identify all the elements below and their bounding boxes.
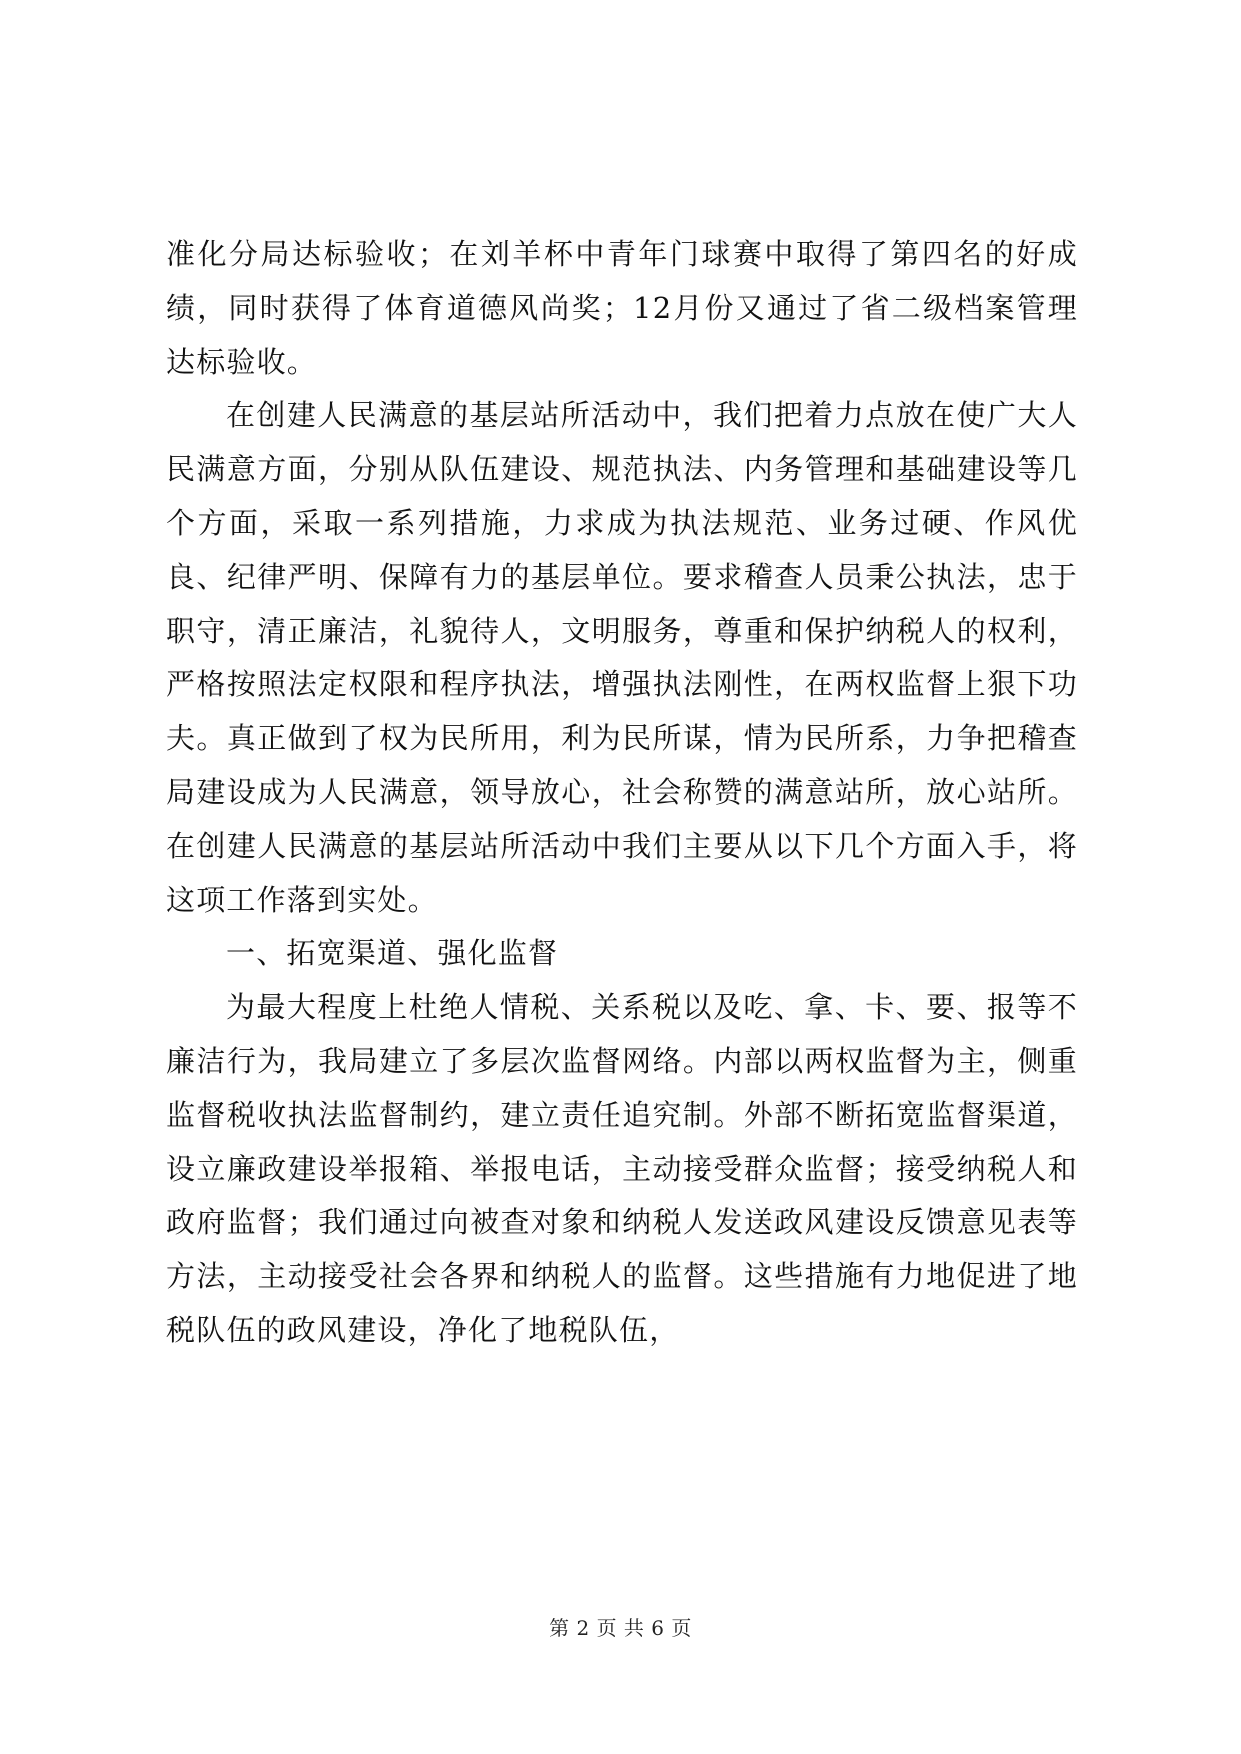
section-heading-1: 一、拓宽渠道、强化监督 <box>226 936 559 971</box>
paragraph-supervision: 为最大程度上杜绝人情税、关系税以及吃、拿、卡、要、报等不廉洁行为，我局建立了多层次监督网络。内部以两权监督为主，侧重监督税收执法监督制约，建立责任追究制。外部不断拓宽监督渠道，设立廉政建设举报箱、举报电话，主动接受群众监督；接受纳税人和政府监督；我们通过向被查对象和纳税人发送政风建设反馈意见表等方法，主动接受社会各界和纳税人的监督。这些措施有力地促进了地税队伍的政风建设，净化了地税队伍， <box>166 990 1078 1347</box>
paragraph-activity-summary: 在创建人民满意的基层站所活动中，我们把着力点放在使广大人民满意方面，分别从队伍建设、规范执法、内务管理和基础建设等几个方面，采取一系列措施，力求成为执法规范、业务过硬、作风优良、纪律严明、保障有力的基层单位。要求稽查人员秉公执法，忠于职守，清正廉洁，礼貌待人，文明服务，尊重和保护纳税人的权利，严格按照法定权限和程序执法，增强执法刚性，在两权监督上狠下功夫。真正做到了权为民所用，利为民所谋，情为民所系，力争把稽查局建设成为人民满意，领导放心，社会称赞的满意站所，放心站所。在创建人民满意的基层站所活动中我们主要从以下几个方面入手，将这项工作落到实处。 <box>166 398 1078 917</box>
page-number-footer: 第 2 页 共 6 页 <box>549 1616 692 1640</box>
paragraph-continuation: 准化分局达标验收；在刘羊杯中青年门球赛中取得了第四名的好成绩，同时获得了体育道德风尚奖；12月份又通过了省二级档案管理达标验收。 <box>166 237 1078 379</box>
document-body <box>166 228 1078 1358</box>
